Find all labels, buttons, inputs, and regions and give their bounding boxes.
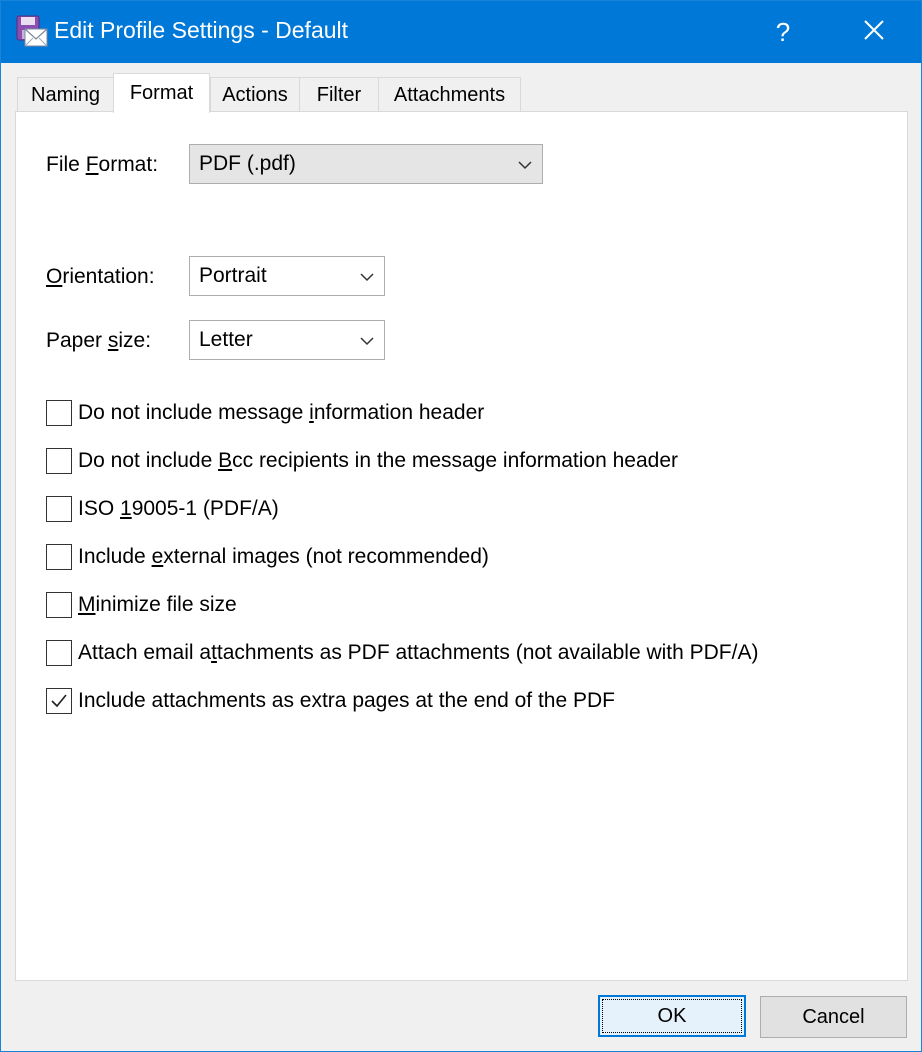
orientation-value: Portrait — [199, 264, 267, 287]
format-panel — [15, 111, 908, 981]
checkbox-attach-as-pdf-attachments[interactable] — [46, 638, 758, 668]
checkbox-box[interactable] — [46, 688, 72, 714]
chevron-down-icon — [516, 156, 534, 174]
tab-label: Format — [129, 82, 194, 104]
checkbox-label: Include external images (not recommended) — [78, 545, 489, 568]
file-format-label: File Format: — [46, 153, 159, 176]
checkmark-icon — [49, 691, 69, 711]
checkbox-label: ISO 19005-1 (PDF/A) — [78, 497, 279, 520]
tab-format[interactable] — [113, 73, 210, 113]
paper-size-value: Letter — [199, 328, 253, 351]
tab-actions[interactable] — [210, 77, 300, 112]
checkbox-minimize-size[interactable] — [46, 590, 237, 620]
checkbox-pdfa[interactable] — [46, 494, 279, 524]
ok-label: OK — [657, 1004, 687, 1027]
checkbox-box[interactable] — [46, 592, 72, 618]
file-format-dropdown[interactable] — [189, 144, 543, 184]
tab-label: Attachments — [393, 83, 506, 106]
checkbox-no-message-header[interactable] — [46, 398, 484, 428]
checkbox-label: Do not include message information header — [78, 401, 485, 424]
checkbox-no-bcc[interactable] — [46, 446, 678, 476]
file-format-value: PDF (.pdf) — [199, 152, 296, 175]
cancel-button[interactable] — [760, 996, 907, 1038]
close-button[interactable] — [844, 1, 904, 63]
window-title: Edit Profile Settings - Default — [54, 17, 349, 43]
paper-size-label: Paper size: — [46, 329, 152, 352]
ok-button[interactable] — [598, 995, 746, 1037]
checkbox-box[interactable] — [46, 640, 72, 666]
checkbox-label: Minimize file size — [78, 593, 237, 616]
checkbox-label: Do not include Bcc recipients in the message information header — [78, 449, 679, 472]
help-label: ? — [775, 16, 791, 47]
tab-label: Naming — [31, 83, 100, 106]
tab-attachments[interactable] — [378, 77, 521, 112]
envelope-floppy-icon — [15, 15, 49, 49]
checkbox-box[interactable] — [46, 496, 72, 522]
checkbox-box[interactable] — [46, 400, 72, 426]
title-bar[interactable] — [1, 1, 921, 63]
tab-label: Actions — [222, 83, 288, 106]
chevron-down-icon — [358, 268, 376, 286]
tab-filter[interactable] — [299, 77, 379, 112]
orientation-dropdown[interactable] — [189, 256, 385, 296]
focus-rect — [602, 999, 742, 1033]
checkbox-attachments-as-pages[interactable] — [46, 686, 615, 716]
chevron-down-icon — [358, 332, 376, 350]
cancel-label: Cancel — [802, 1005, 865, 1028]
checkbox-external-images[interactable] — [46, 542, 489, 572]
paper-size-dropdown[interactable] — [189, 320, 385, 360]
checkbox-box[interactable] — [46, 448, 72, 474]
close-icon — [863, 19, 885, 46]
checkbox-label: Attach email attachments as PDF attachments (not available with PDF/A) — [78, 641, 759, 664]
tab-label: Filter — [316, 83, 362, 106]
help-button[interactable] — [753, 1, 813, 63]
orientation-label: Orientation: — [46, 265, 155, 288]
checkbox-label: Include attachments as extra pages at the end of the PDF — [78, 689, 615, 712]
checkbox-box[interactable] — [46, 544, 72, 570]
tab-naming[interactable] — [17, 77, 114, 112]
